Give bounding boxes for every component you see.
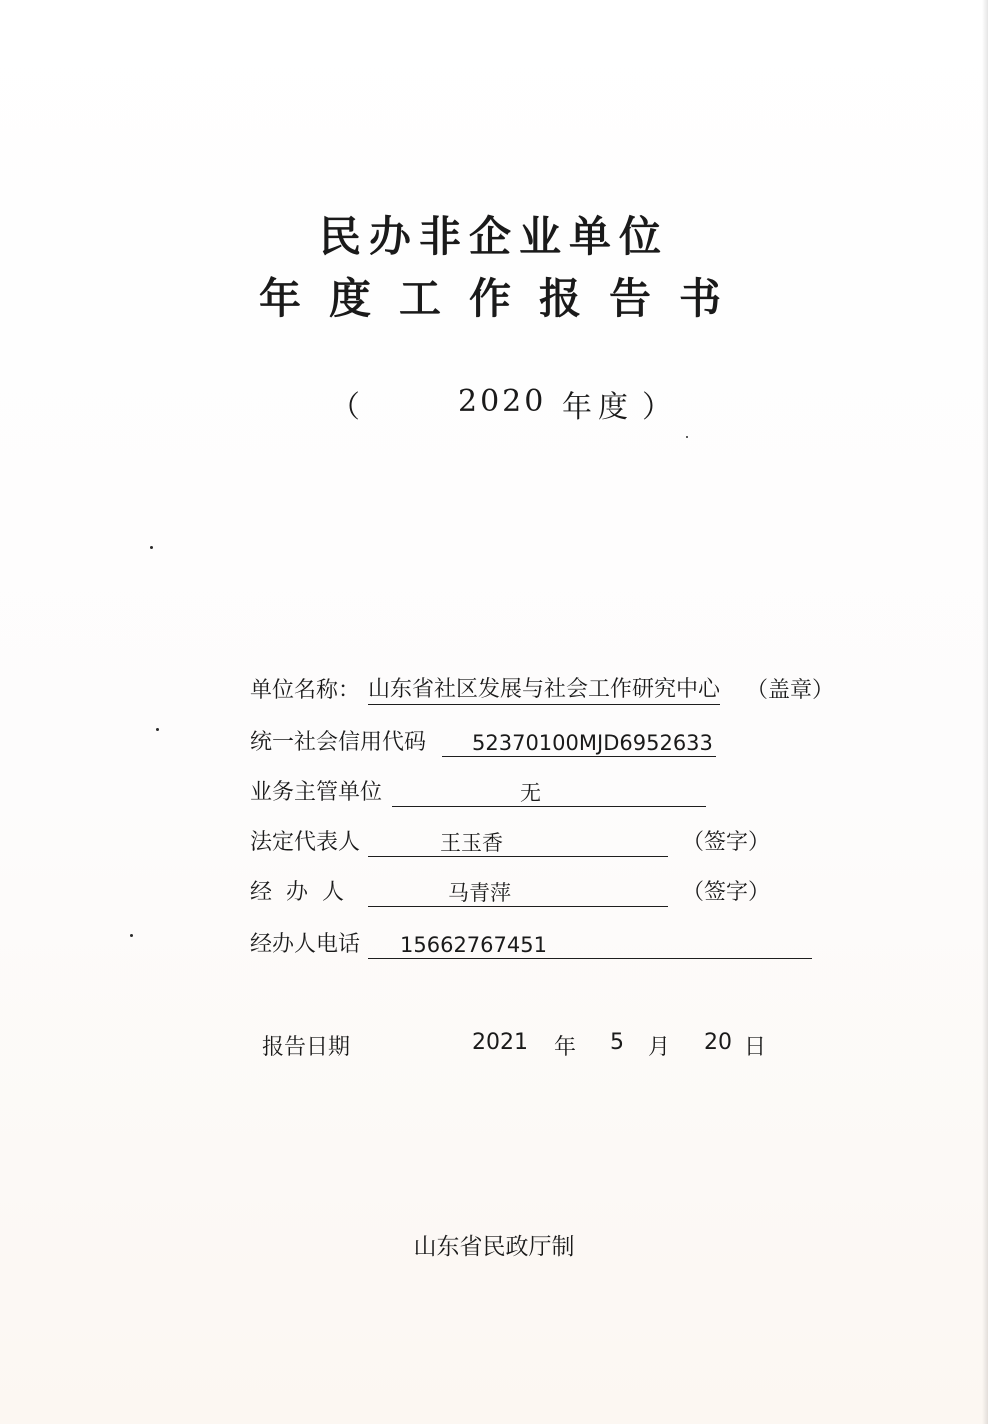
legal-rep-sign-note: （签字） — [682, 830, 771, 855]
credit-code-field — [250, 728, 750, 758]
legal-rep-label: 法定代表人 — [250, 830, 361, 855]
legal-rep-field — [250, 828, 770, 858]
credit-code-label: 统一社会信用代码 — [250, 730, 427, 755]
handler-field — [250, 878, 770, 908]
legal-rep-underline — [368, 828, 668, 857]
paper-speck — [150, 546, 153, 549]
supervisor-label: 业务主管单位 — [250, 780, 383, 805]
report-date-day: 20 — [704, 1030, 732, 1055]
credit-code-value: 52370100MJD6952633 — [472, 731, 713, 755]
issuer-footer: 山东省民政厅制 — [413, 1234, 575, 1260]
legal-rep-value: 王玉香 — [440, 831, 503, 855]
handler-phone-value: 15662767451 — [400, 933, 547, 957]
year-open-paren: （ — [330, 390, 360, 425]
paper-speck — [156, 728, 159, 731]
unit-name-label: 单位名称： — [250, 678, 361, 703]
report-date-year: 2021 — [472, 1030, 528, 1055]
paper-speck — [686, 436, 688, 438]
report-date-day-unit: 日 — [744, 1035, 767, 1060]
handler-value: 马青萍 — [448, 881, 511, 905]
handler-sign-note: （签字） — [682, 880, 771, 905]
handler-underline — [368, 878, 668, 907]
unit-name-value: 山东省社区发展与社会工作研究中心 — [368, 676, 720, 705]
report-date-row — [262, 1030, 782, 1064]
title-line-2: 年度工作报告书 — [258, 274, 749, 323]
handler-label: 经办人 — [250, 880, 359, 905]
handler-phone-label: 经办人电话 — [250, 932, 361, 957]
supervisor-field — [250, 778, 750, 808]
report-date-label: 报告日期 — [262, 1035, 351, 1060]
report-date-month: 5 — [610, 1030, 624, 1055]
supervisor-underline — [392, 778, 706, 807]
unit-name-seal-note: （盖章） — [746, 678, 835, 703]
supervisor-value: 无 — [520, 781, 541, 805]
unit-name-field — [250, 676, 850, 706]
year-close-paren: ） — [642, 390, 672, 425]
handler-phone-field — [250, 930, 830, 960]
report-year: 2020 — [458, 384, 547, 419]
report-year-suffix: 年度 — [562, 390, 634, 425]
paper-speck — [130, 934, 133, 937]
title-line-1: 民办非企业单位 — [318, 212, 669, 261]
report-date-year-unit: 年 — [554, 1035, 577, 1060]
report-year-line — [330, 382, 672, 425]
report-date-month-unit: 月 — [648, 1035, 671, 1060]
